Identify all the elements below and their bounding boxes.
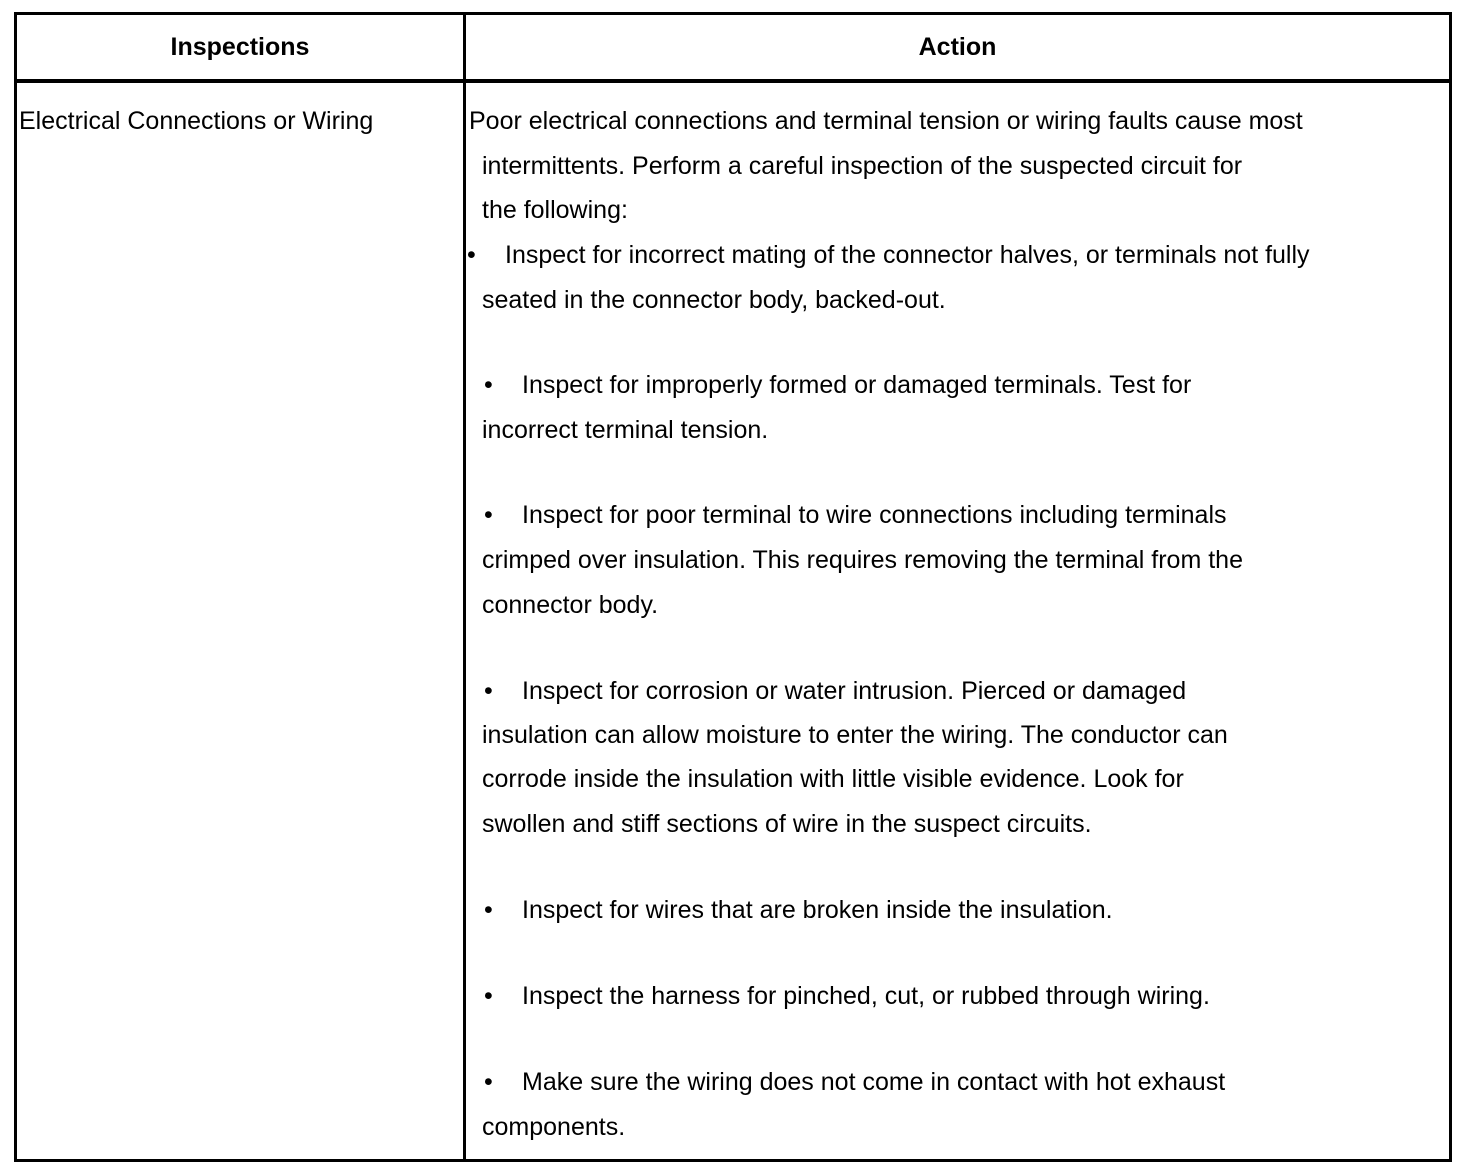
intro-line: intermittents. Perform a careful inspection of the suspected circuit for <box>482 152 1243 180</box>
list-item-line: Inspect the harness for pinched, cut, or rubbed through wiring. <box>522 982 1210 1010</box>
list-item-line: swollen and stiff sections of wire in the suspect circuits. <box>482 810 1092 838</box>
list-item-line: incorrect terminal tension. <box>482 416 769 444</box>
list-item-line: Inspect for poor terminal to wire connections including terminals <box>522 501 1227 529</box>
list-item-line: Inspect for corrosion or water intrusion. Pierced or damaged <box>522 677 1187 705</box>
list-item-line: crimped over insulation. This requires removing the terminal from the <box>482 546 1243 574</box>
bullet-icon: • <box>484 1068 493 1096</box>
bullet-icon: • <box>484 501 493 529</box>
list-item-line: insulation can allow moisture to enter the wiring. The conductor can <box>482 721 1228 749</box>
column-divider <box>463 12 466 1162</box>
intro-line: the following: <box>482 196 628 224</box>
intro-line: Poor electrical connections and terminal tension or wiring faults cause most <box>469 107 1303 135</box>
list-item-line: connector body. <box>482 591 659 619</box>
list-item-line: Make sure the wiring does not come in contact with hot exhaust <box>522 1068 1226 1096</box>
bullet-icon: • <box>467 241 476 269</box>
list-item-line: components. <box>482 1113 626 1141</box>
bullet-icon: • <box>484 371 493 399</box>
list-item-line: corrode inside the insulation with little visible evidence. Look for <box>482 765 1184 793</box>
list-item-line: Inspect for improperly formed or damaged terminals. Test for <box>522 371 1192 399</box>
list-item-line: Inspect for wires that are broken inside the insulation. <box>522 896 1113 924</box>
header-divider <box>14 79 1452 83</box>
header-inspections: Inspections <box>170 33 310 61</box>
list-item-line: Inspect for incorrect mating of the connector halves, or terminals not fully <box>505 241 1310 269</box>
header-action: Action <box>918 33 997 61</box>
bullet-icon: • <box>484 896 493 924</box>
bullet-icon: • <box>484 677 493 705</box>
inspection-cell: Electrical Connections or Wiring <box>19 107 374 135</box>
bullet-icon: • <box>484 982 493 1010</box>
list-item-line: seated in the connector body, backed-out. <box>482 286 946 314</box>
